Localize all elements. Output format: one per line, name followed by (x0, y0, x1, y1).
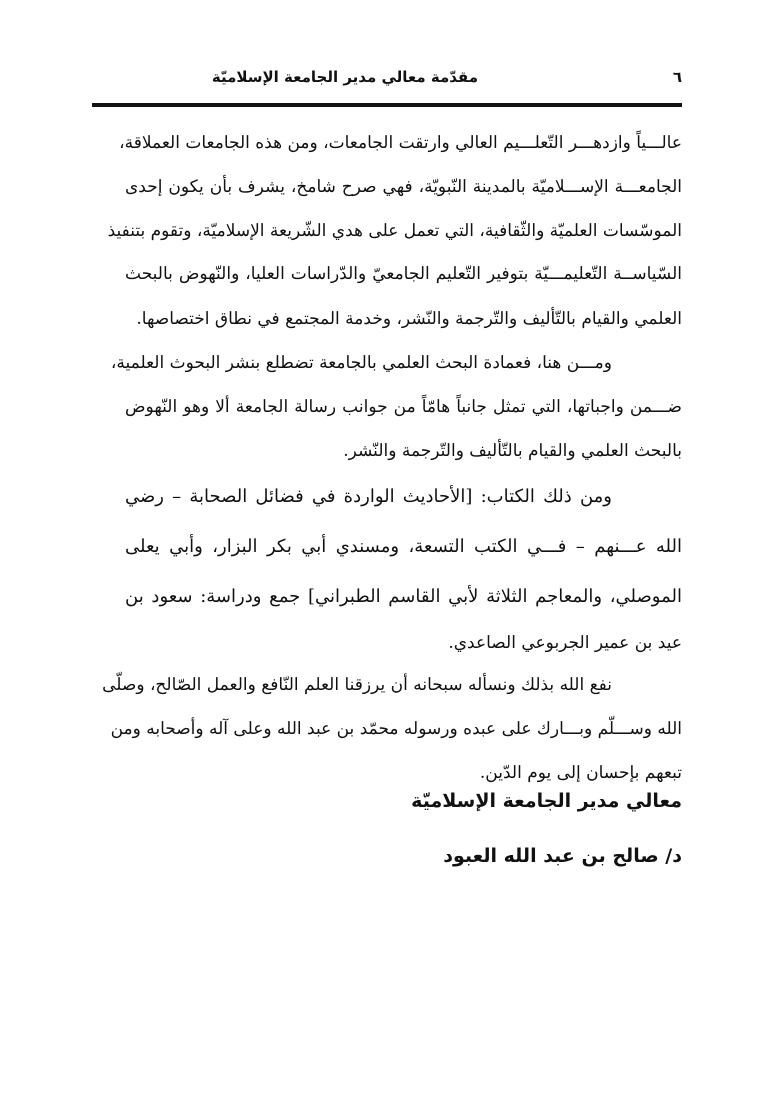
paragraph-line: الجامعـــة الإســـلاميّة بالمدينة النّبويّة، فهي صرح شامخ، يشرف بأن يكون إحدى (125, 177, 682, 197)
paragraph-line: الموسّسات العلميّة والثّقافية، التي تعمل على هدي الشّريعة الإسلاميّة، وتقوم بتنفيذ (107, 221, 682, 241)
paragraph-line: العلمي والقيام بالتّأليف والتّرجمة والنّشر، وخدمة المجتمع في نطاق اختصاصها. (136, 309, 682, 329)
paragraph-line: عيد بن عمير الجربوعي الصاعدي. (448, 633, 682, 653)
paragraph-line: ومن ذلك الكتاب: [الأحاديث الواردة في فضائل الصحابة – رضي (125, 486, 612, 507)
paragraph-line: عالـــياً وازدهـــر التّعلـــيم العالي وارتقت الجامعات، ومن هذه الجامعات العملاقة، (119, 133, 682, 153)
signature-name: د/ صالح بن عبد الله العبود (443, 845, 682, 867)
page-number: ٦ (672, 68, 682, 86)
running-header-title: مقدّمة معالي مدير الجامعة الإسلاميّة (211, 68, 478, 86)
paragraph-line: بالبحث العلمي والقيام بالتّأليف والتّرجمة والنّشر. (343, 441, 682, 461)
paragraph-line: تبعهم بإحسان إلى يوم الدّين. (479, 763, 682, 783)
paragraph-line: الله وســـلّم وبـــارك على عبده ورسوله محمّد بن عبد الله وعلى آله وأصحابه ومن (110, 719, 682, 739)
paragraph-line: الله عـــنهم – فـــي الكتب التسعة، ومسندي أبي بكر البزار، وأبي يعلى (125, 536, 682, 557)
signature-title: معالي مدير الجامعة الإسلاميّة (411, 790, 682, 812)
header-rule (92, 103, 682, 107)
paragraph-line: ضـــمن واجباتها، التي تمثل جانباً هامّاً من جوانب رسالة الجامعة ألا وهو النّهوض (125, 397, 682, 417)
paragraph-line: نفع الله بذلك ونسأله سبحانه أن يرزقنا العلم النّافع والعمل الصّالح، وصلّى (102, 675, 612, 695)
page-header (92, 68, 682, 94)
paragraph-line: الموصلي، والمعاجم الثلاثة لأبي القاسم الطبراني] جمع ودراسة: سعود بن (125, 586, 682, 607)
paragraph-line: السّياســة التّعليمـــيّة بتوفير التّعليم الجامعيّ والدّراسات العليا، والنّهوض بالبحث (125, 264, 682, 284)
paragraph-line: ومـــن هنا، فعمادة البحث العلمي بالجامعة تضطلع بنشر البحوث العلمية، (110, 353, 612, 373)
